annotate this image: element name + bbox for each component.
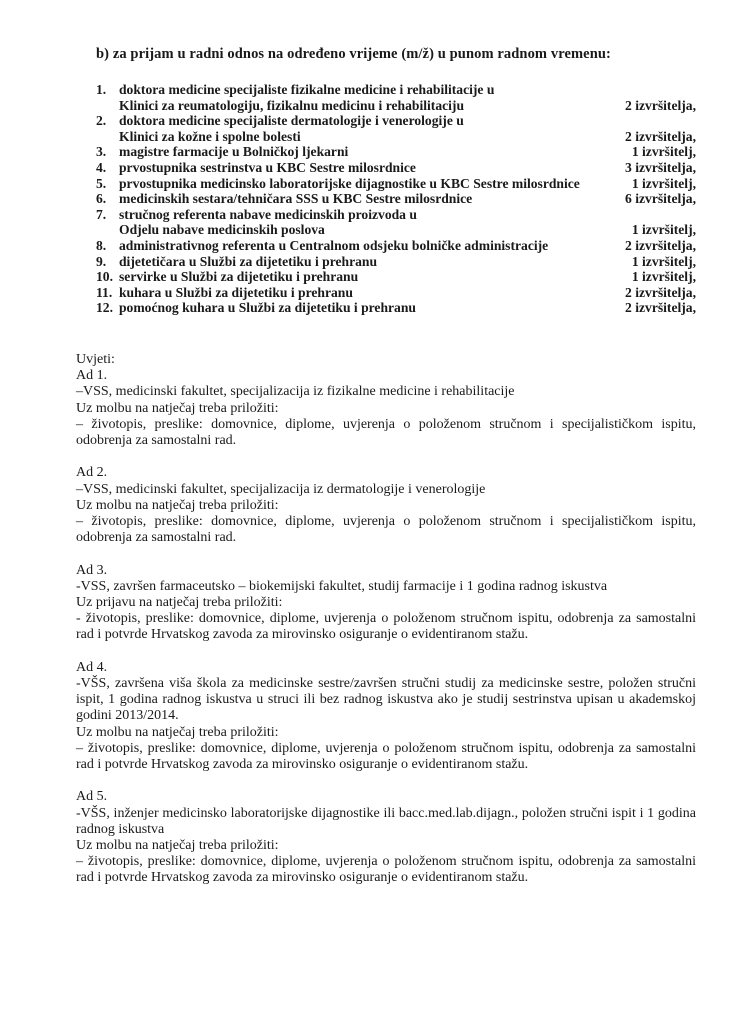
position-number: 11. bbox=[96, 284, 113, 300]
position-title-line: stručnog referenta nabave medicinskih proizvoda u bbox=[119, 206, 417, 222]
position-item bbox=[96, 191, 696, 207]
condition-block bbox=[76, 789, 696, 886]
conditions-section bbox=[76, 352, 696, 903]
position-title bbox=[119, 176, 619, 192]
position-title bbox=[119, 285, 619, 301]
condition-text: Uz molbu na natječaj treba priložiti: bbox=[76, 400, 279, 416]
position-item bbox=[96, 269, 696, 285]
position-title-line: pomoćnog kuhara u Službi za dijetetiku i prehranu bbox=[119, 300, 416, 316]
condition-ad-label: Ad 1. bbox=[76, 368, 108, 384]
position-item bbox=[96, 160, 696, 176]
position-item bbox=[96, 300, 696, 316]
condition-text: -VSS, završen farmaceutsko – biokemijski fakultet, studij farmacije i 1 godina radnog iskustva bbox=[76, 578, 608, 594]
position-title bbox=[119, 269, 619, 285]
condition-text: -VŠS, inženjer medicinsko laboratorijske dijagnostike ili bacc.med.lab.dijagn., položen stručni ispit i 1 godina radnog iskustva bbox=[76, 805, 696, 837]
position-title bbox=[119, 191, 619, 207]
position-item bbox=[96, 238, 696, 254]
condition-text: Uz molbu na natječaj treba priložiti: bbox=[76, 724, 279, 740]
position-title bbox=[119, 82, 619, 113]
position-title bbox=[119, 207, 619, 238]
position-title bbox=[119, 238, 619, 254]
position-number: 4. bbox=[96, 159, 107, 175]
position-title bbox=[119, 144, 619, 160]
condition-text: – životopis, preslike: domovnice, diplome, uvjerenja o položenom stručnom ispitu, odobrenja za samostalni rad i potvrde Hrvatskog zavoda za mirovinsko osiguranje o evidentiranom stažu. bbox=[76, 740, 696, 773]
position-title bbox=[119, 254, 619, 270]
position-count: 3 izvršitelja, bbox=[625, 159, 696, 175]
position-count: 1 izvršitelj, bbox=[631, 253, 696, 269]
conditions-title: Uvjeti: bbox=[76, 352, 115, 367]
position-count: 6 izvršitelja, bbox=[625, 191, 696, 207]
position-item bbox=[96, 254, 696, 270]
condition-ad-label: Ad 5. bbox=[76, 789, 108, 805]
condition-text: – životopis, preslike: domovnice, diplome, uvjerenja o položenom stručnom i specijalističkom ispitu, odobrenja za samostalni rad. bbox=[76, 514, 696, 546]
position-number: 10. bbox=[96, 269, 113, 285]
position-item bbox=[96, 113, 696, 144]
condition-text: – životopis, preslike: domovnice, diplome, uvjerenja o položenom stručnom ispitu, odobrenja za samostalni rad i potvrde Hrvatskog zavoda za mirovinsko osiguranje o evidentiranom stažu. bbox=[76, 854, 696, 886]
position-title bbox=[119, 113, 619, 144]
position-title-line: prvostupnika medicinsko laboratorijske dijagnostike u KBC Sestre milosrdnice bbox=[119, 175, 580, 191]
position-title-line: administrativnog referenta u Centralnom odsjeku bolničke administracije bbox=[119, 237, 549, 253]
position-number: 9. bbox=[96, 253, 107, 269]
condition-text: Uz molbu na natječaj treba priložiti: bbox=[76, 838, 279, 854]
condition-block bbox=[76, 465, 696, 546]
position-title-line: prvostupnika sestrinstva u KBC Sestre milosrdnice bbox=[119, 159, 416, 175]
position-title bbox=[119, 300, 619, 316]
position-title-line: dijetetičara u Službi za dijetetiku i prehranu bbox=[119, 253, 378, 269]
condition-text: Uz molbu na natječaj treba priložiti: bbox=[76, 497, 279, 513]
condition-text: -VŠS, završena viša škola za medicinske sestre/završen stručni studij za medicinske sestre, položen stručni ispit, 1 godina radnog iskustva u struci ili bez radnog iskustva ako je studij sestrinstva upisan u akademskoj godini 2013/2014. bbox=[76, 676, 696, 724]
position-count: 1 izvršitelj, bbox=[631, 175, 696, 191]
position-count: 1 izvršitelj, bbox=[631, 222, 696, 238]
condition-text: Uz prijavu na natječaj treba priložiti: bbox=[76, 595, 283, 611]
position-title bbox=[119, 160, 619, 176]
position-title-line: magistre farmacije u Bolničkoj ljekarni bbox=[119, 144, 349, 160]
position-title-line: doktora medicine specijaliste fizikalne medicine i rehabilitacije u bbox=[119, 82, 495, 97]
condition-ad-label: Ad 2. bbox=[76, 465, 108, 481]
position-title-line: Klinici za reumatologiju, fizikalnu medicinu i rehabilitaciju bbox=[119, 97, 465, 113]
condition-block bbox=[76, 660, 696, 773]
position-title-line: doktora medicine specijaliste dermatologije i venerologije u bbox=[119, 113, 464, 129]
condition-block bbox=[76, 563, 696, 644]
position-number: 3. bbox=[96, 144, 107, 160]
position-title-line: Odjelu nabave medicinskih poslova bbox=[119, 222, 325, 238]
position-count: 2 izvršitelja, bbox=[625, 300, 696, 316]
position-count: 2 izvršitelja, bbox=[625, 97, 696, 113]
condition-ad-label: Ad 3. bbox=[76, 562, 108, 578]
position-number: 6. bbox=[96, 191, 107, 207]
position-number: 7. bbox=[96, 206, 107, 222]
position-count: 2 izvršitelja, bbox=[625, 128, 696, 144]
position-number: 5. bbox=[96, 175, 107, 191]
section-heading: b) za prijam u radni odnos na određeno vrijeme (m/ž) u punom radnom vremenu: bbox=[96, 46, 611, 62]
position-title-line: kuhara u Službi za dijetetiku i prehranu bbox=[119, 284, 353, 300]
condition-text: – životopis, preslike: domovnice, diplome, uvjerenja o položenom stručnom i specijalističkom ispitu, odobrenja za samostalni rad. bbox=[76, 416, 696, 449]
position-number: 2. bbox=[96, 113, 107, 129]
position-title-line: Klinici za kožne i spolne bolesti bbox=[119, 128, 301, 144]
position-count: 1 izvršitelj, bbox=[631, 269, 696, 285]
condition-text: –VSS, medicinski fakultet, specijalizacija iz fizikalne medicine i rehabilitacije bbox=[76, 384, 515, 400]
position-item bbox=[96, 176, 696, 192]
position-number: 12. bbox=[96, 300, 113, 316]
position-item bbox=[96, 144, 696, 160]
condition-text: –VSS, medicinski fakultet, specijalizacija iz dermatologije i venerologije bbox=[76, 481, 486, 497]
position-item bbox=[96, 82, 696, 113]
position-number: 8. bbox=[96, 237, 107, 253]
position-title-line: servirke u Službi za dijetetiku i prehranu bbox=[119, 269, 359, 285]
condition-ad-label: Ad 4. bbox=[76, 659, 108, 675]
position-count: 2 izvršitelja, bbox=[625, 237, 696, 253]
position-title-line: medicinskih sestara/tehničara SSS u KBC Sestre milosrdnice bbox=[119, 191, 473, 207]
position-item bbox=[96, 285, 696, 301]
positions-list bbox=[96, 82, 696, 316]
position-item bbox=[96, 207, 696, 238]
position-count: 1 izvršitelj, bbox=[631, 144, 696, 160]
condition-block bbox=[76, 368, 696, 449]
condition-text: - životopis, preslike: domovnice, diplome, uvjerenja o položenom stručnom ispitu, odobrenja za samostalni rad i potvrde Hrvatskog zavoda za mirovinsko osiguranje o evidentiranom stažu. bbox=[76, 611, 696, 643]
position-count: 2 izvršitelja, bbox=[625, 284, 696, 300]
position-number: 1. bbox=[96, 82, 107, 97]
